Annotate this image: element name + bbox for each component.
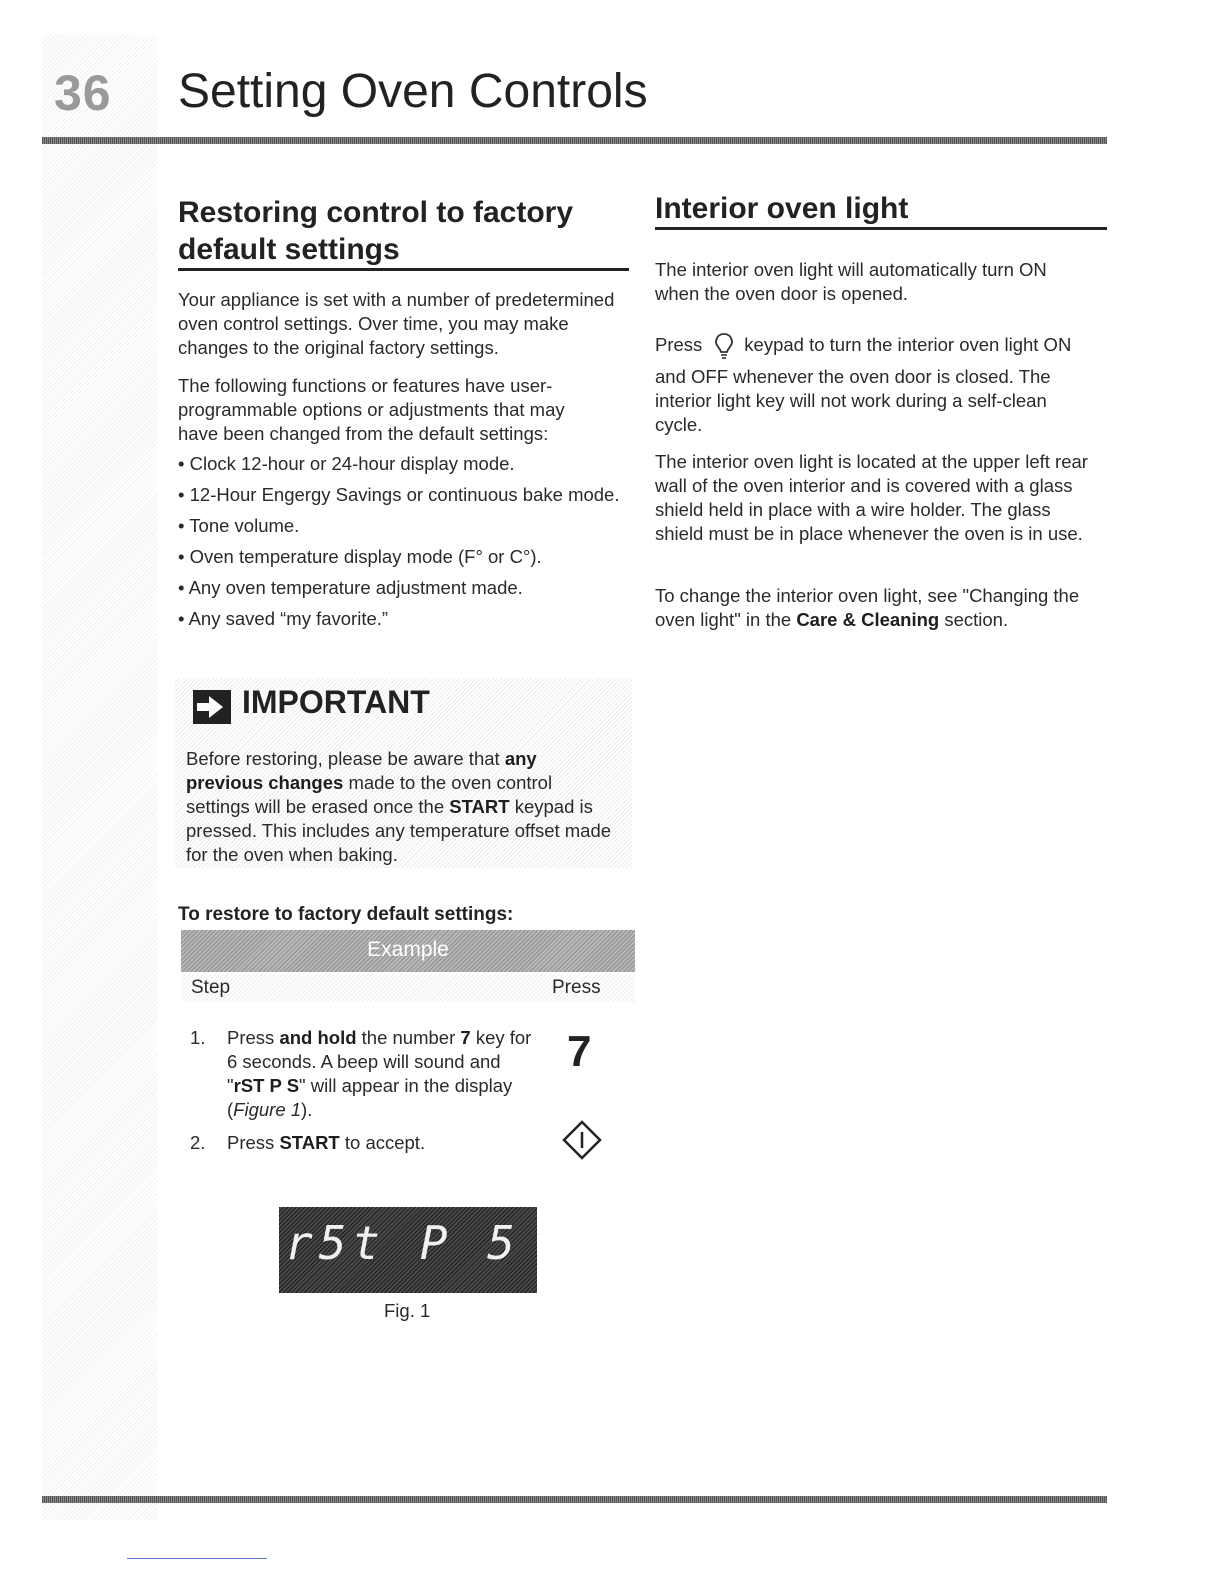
example-bar: Example xyxy=(181,930,635,972)
step-column-header: Step xyxy=(191,977,231,998)
list-item: • 12-Hour Engergy Savings or continuous bake mode. xyxy=(178,484,620,505)
light-paragraph-4: To change the interior oven light, see "Changing the oven light" in the Care & Cleaning section. xyxy=(655,585,1080,630)
list-item: • Any oven temperature adjustment made. xyxy=(178,577,523,598)
light-paragraph-3: The interior oven light is located at the upper left rear wall of the oven interior and is covered with a glass shield held in place with a wire holder. The glass shield must be in place whenever the oven is in use. xyxy=(655,451,1088,544)
display-readout: r5t P 5 xyxy=(285,1216,521,1270)
important-title: IMPORTANT xyxy=(242,684,430,720)
footer-rule xyxy=(42,1496,1107,1503)
list-item: • Tone volume. xyxy=(178,515,300,536)
page-number: 36 xyxy=(54,65,112,121)
list-item: • Any saved “my favorite.” xyxy=(178,608,389,629)
features-list xyxy=(178,452,628,638)
start-key-icon xyxy=(562,1120,602,1160)
restore-heading-line2: default settings xyxy=(178,233,400,266)
step-1-text: Press and hold the number 7 key for 6 seconds. A beep will sound and "rST P S" will appear in the display (Figure 1). xyxy=(227,1027,532,1120)
arrow-icon xyxy=(193,690,231,724)
light-paragraph-2: Press keypad to turn the interior oven light ON xyxy=(655,332,1107,360)
restore-heading-line1: Restoring control to factory xyxy=(178,196,574,229)
important-text: Before restoring, please be aware that any previous changes made to the oven control settings will be erased once the START keypad is pressed. This includes any temperature offset made for the oven when baking. xyxy=(186,748,612,865)
step-2-text: Press START to accept. xyxy=(227,1132,426,1153)
list-item: • Oven temperature display mode (F° or C°). xyxy=(178,546,542,567)
light-paragraph-2-cont: and OFF whenever the oven door is closed. The interior light key will not work during a self-clean cycle. xyxy=(655,366,1051,435)
light-paragraph-1: The interior oven light will automatically turn ON when the oven door is opened. xyxy=(655,259,1047,304)
press-column-header: Press xyxy=(552,977,601,998)
light-heading: Interior oven light xyxy=(655,190,1107,230)
procedure-title: To restore to factory default settings: xyxy=(178,904,514,925)
number-7-key: 7 xyxy=(567,1027,592,1076)
step-number: 2. xyxy=(190,1132,206,1153)
page-sidebar-band xyxy=(42,35,157,1520)
light-bulb-icon xyxy=(714,332,734,360)
step-number: 1. xyxy=(190,1027,206,1048)
restore-intro: Your appliance is set with a number of predetermined oven control settings. Over time, you may make changes to the original factory settings. xyxy=(178,289,615,358)
header-rule xyxy=(42,137,1107,144)
features-intro: The following functions or features have user-programmable options or adjustments that may have been changed from the default settings: xyxy=(178,375,565,444)
restore-heading xyxy=(178,194,629,271)
footer-link-underline xyxy=(127,1558,267,1559)
figure-caption: Fig. 1 xyxy=(384,1300,431,1321)
page-title: Setting Oven Controls xyxy=(178,65,648,118)
list-item: • Clock 12-hour or 24-hour display mode. xyxy=(178,453,515,474)
